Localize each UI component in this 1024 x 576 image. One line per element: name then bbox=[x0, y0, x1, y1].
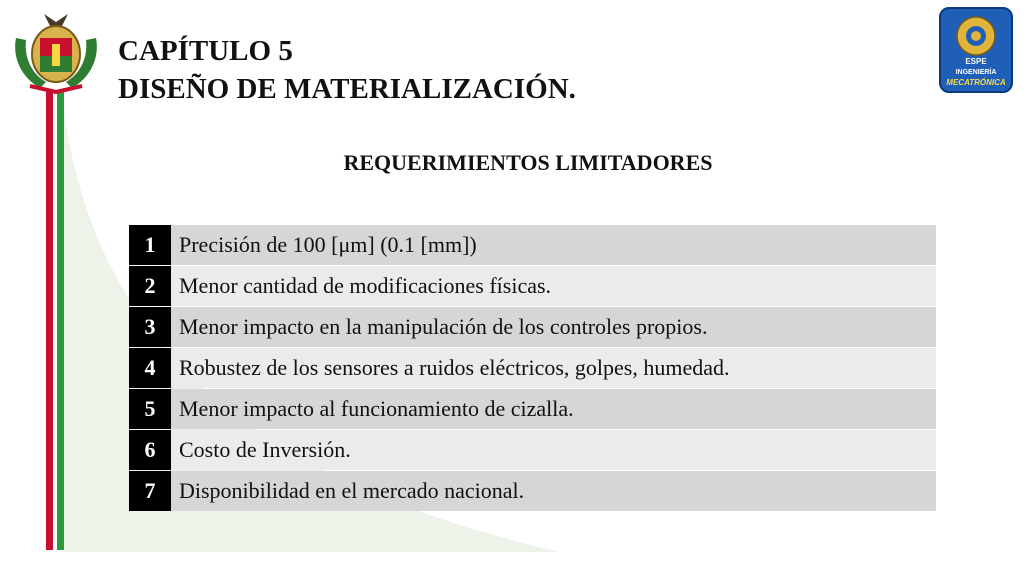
table-row bbox=[129, 348, 936, 388]
row-number: 5 bbox=[129, 389, 171, 429]
badge-line1: ESPE bbox=[965, 57, 987, 66]
table-row bbox=[129, 307, 936, 347]
table-row bbox=[129, 471, 936, 511]
row-number: 2 bbox=[129, 266, 171, 306]
table-row bbox=[129, 389, 936, 429]
row-number: 7 bbox=[129, 471, 171, 511]
row-text: Menor cantidad de modificaciones físicas. bbox=[171, 266, 936, 306]
row-text: Menor impacto al funcionamiento de cizalla. bbox=[171, 389, 936, 429]
row-number: 4 bbox=[129, 348, 171, 388]
table-row bbox=[129, 266, 936, 306]
coat-of-arms-logo bbox=[10, 8, 102, 94]
row-text: Robustez de los sensores a ruidos eléctricos, golpes, humedad. bbox=[171, 348, 936, 388]
section-heading: REQUERIMIENTOS LIMITADORES bbox=[343, 150, 713, 175]
chapter-title-line2: DISEÑO DE MATERIALIZACIÓN. bbox=[118, 73, 576, 105]
row-text: Menor impacto en la manipulación de los controles propios. bbox=[171, 307, 936, 347]
table-row bbox=[129, 225, 936, 265]
chapter-title-line1: CAPÍTULO 5 bbox=[118, 35, 293, 67]
espe-mecatronica-badge bbox=[938, 6, 1014, 94]
row-number: 1 bbox=[129, 225, 171, 265]
row-text: Precisión de 100 [μm] (0.1 [mm]) bbox=[171, 225, 936, 265]
badge-line2: INGENIERÍA bbox=[955, 69, 997, 76]
table-row bbox=[129, 430, 936, 470]
row-text: Costo de Inversión. bbox=[171, 430, 936, 470]
chapter-title bbox=[118, 32, 576, 108]
row-text: Disponibilidad en el mercado nacional. bbox=[171, 471, 936, 511]
row-number: 6 bbox=[129, 430, 171, 470]
requirements-table bbox=[129, 224, 936, 512]
row-number: 3 bbox=[129, 307, 171, 347]
badge-line3: MECATRÓNICA bbox=[946, 78, 1006, 87]
